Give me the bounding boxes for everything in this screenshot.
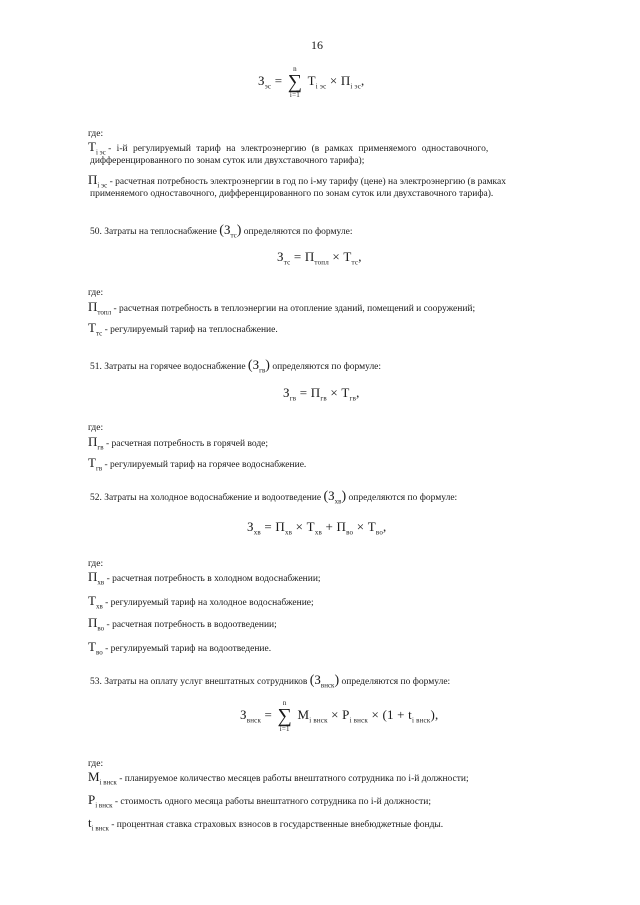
definition-row: $Т_{хв}$ - регулируемый тариф на холодное водоснабжение; [88, 593, 314, 611]
definition-row: $П_{i эс}$ - расчетная потребность электроэнергии в год по i-му тарифу (цене) на электроэнергию (в рамках [88, 172, 506, 190]
where-label-2: где: [88, 288, 104, 298]
where-label-4: где: [88, 559, 104, 569]
paragraph-52: 52. Затраты на холодное водоснабжение и водоотведение $(З_{хв})$ определяются по формуле: [90, 488, 458, 506]
definition-row: $П_{хв}$ - расчетная потребность в холодном водоснабжении; [88, 569, 321, 587]
formula-heating: $З_{тс} = П_{топл} \times Т_{тс}$, [277, 249, 362, 267]
definition-row: $М_{i внск}$ - планируемое количество месяцев работы внештатного сотрудника по i-й должности; [88, 769, 469, 787]
definition-row: $Т_{i эс} - i-й$ регулируемый тариф на электроэнергию (в рамках применяемого одноставочного, [88, 139, 489, 157]
definition-row: $Т_{во}$ - регулируемый тариф на водоотведение. [88, 639, 272, 657]
formula-cold-water: $З_{хв} = П_{хв} \times Т_{хв} + П_{во} \times Т_{во}$, [247, 519, 387, 537]
formula-electricity: $З_{эс}$ = ∑ n i=1 $Т_{i эс} \times П_{i эс}$, [258, 65, 365, 99]
where-label-5: где: [88, 759, 104, 769]
definition-row: $П_{топл}$ - расчетная потребность в теплоэнергии на отопление зданий, помещений и сооружений; [88, 299, 476, 317]
sum-symbol: ∑ n i=1 [277, 699, 292, 733]
formula-freelancers: $З_{внск}$ = ∑ n i=1 $М_{i внск} \times Р_{i внск} \times (1 + t_{i внск})$, [240, 699, 439, 733]
paragraph-50: 50. Затраты на теплоснабжение $(З_{тс})$ определяются по формуле: [90, 222, 353, 240]
definition-row: $Р_{i внск}$ - стоимость одного месяца работы внештатного сотрудника по i-й должности; [88, 792, 432, 810]
definition-row: $П_{гв}$ - расчетная потребность в горячей воде; [88, 434, 269, 452]
definition-row: $Т_{тс}$ - регулируемый тариф на теплоснабжение. [88, 320, 278, 338]
definition-row: $t_{i внск}$ - процентная ставка страховых взносов в государственные внебюджетные фонды. [88, 815, 444, 833]
definition-continuation: применяемого одноставочного, дифференцированного по зонам суток или двухставочного тарифа). [90, 189, 494, 199]
definition-continuation: дифференцированного по зонам суток или двухставочного тарифа); [90, 156, 365, 166]
paragraph-51: 51. Затраты на горячее водоснабжение $(З_{гв})$ определяются по формуле: [90, 357, 382, 375]
where-label-1: где: [88, 129, 104, 139]
paragraph-53: 53. Затраты на оплату услуг внештатных сотрудников $(З_{внск})$ определяются по формуле: [90, 672, 451, 690]
where-label-3: где: [88, 423, 104, 433]
definition-row: $П_{во}$ - расчетная потребность в водоотведении; [88, 615, 277, 633]
sum-symbol: ∑ n i=1 [287, 65, 303, 99]
formula-hot-water: $З_{гв} = П_{гв} \times Т_{гв}$, [283, 385, 360, 403]
definition-row: $Т_{гв}$ - регулируемый тариф на горячее водоснабжение. [88, 455, 307, 473]
page-number: 16 [311, 38, 323, 52]
